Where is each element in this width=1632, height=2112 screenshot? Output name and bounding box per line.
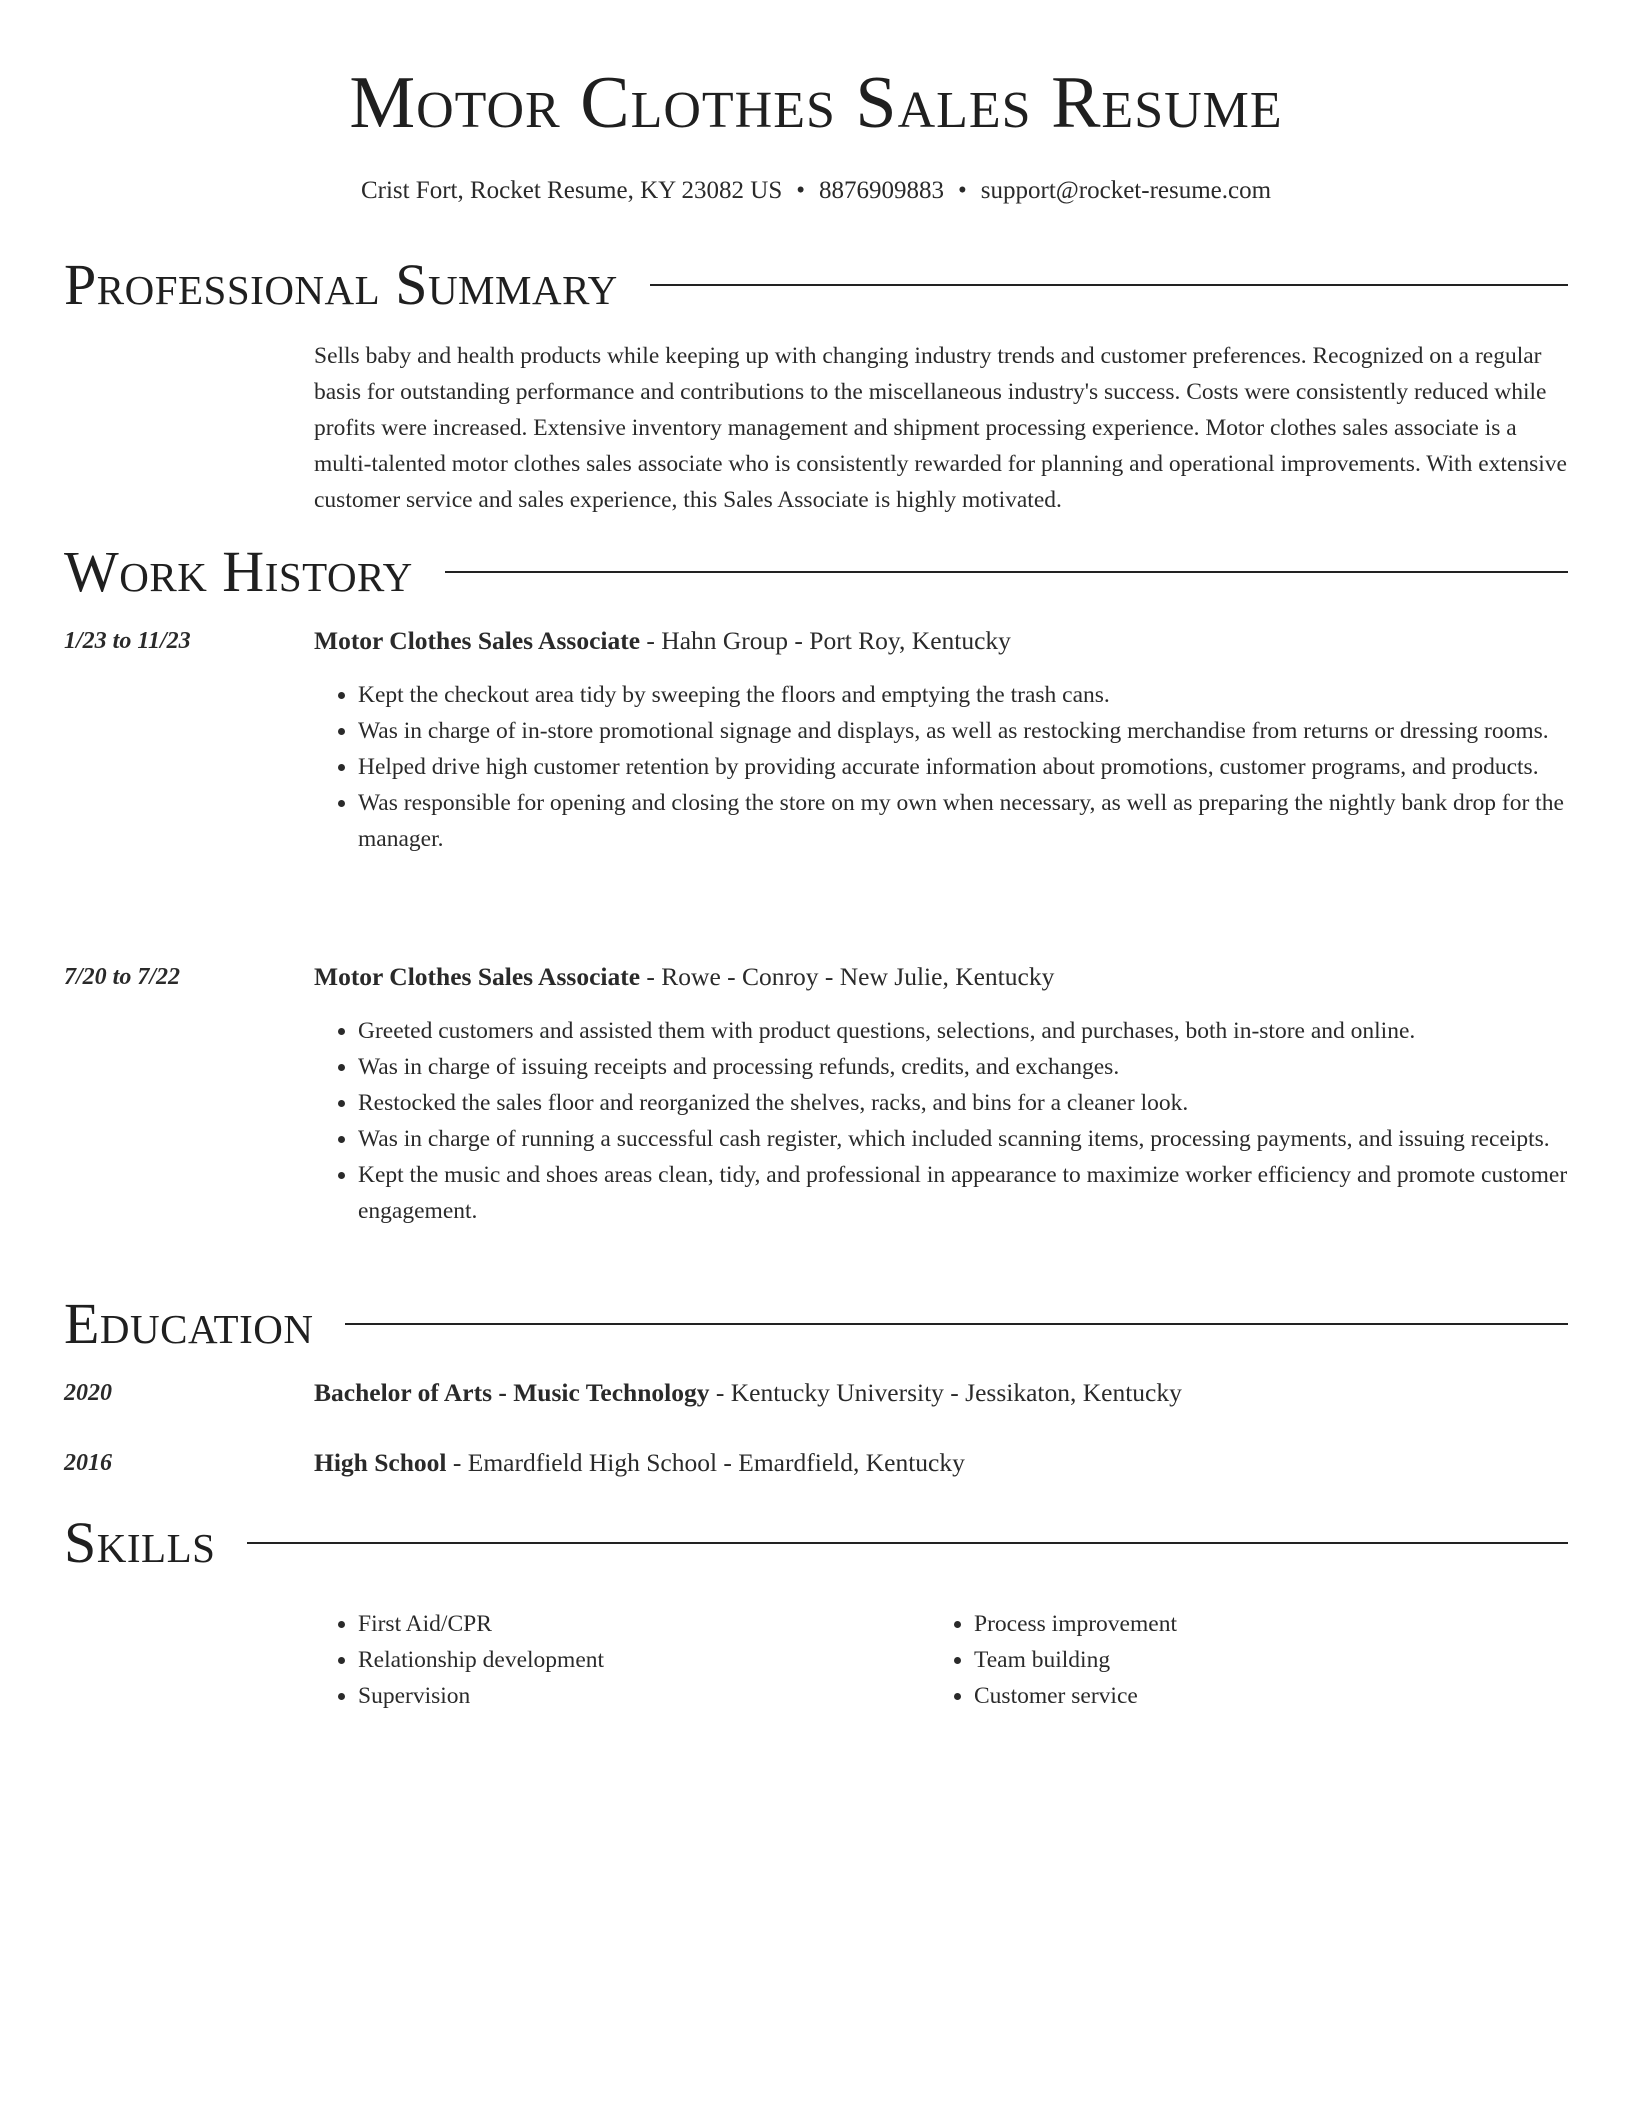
job-bullets — [314, 677, 1568, 857]
skill-item: • Supervision — [358, 1678, 918, 1714]
job-dates: 1/23 to 11/23 — [64, 628, 191, 654]
job-bullet: • Restocked the sales floor and reorganized the shelves, racks, and bins for a cleaner look. — [358, 1085, 1568, 1121]
section-divider — [445, 571, 1568, 573]
skill-item: • First Aid/CPR — [358, 1606, 918, 1642]
section-divider — [247, 1542, 1568, 1544]
contact-email: support@rocket-resume.com — [980, 177, 1272, 204]
work-heading: Work History — [64, 539, 413, 604]
skills-heading: Skills — [64, 1510, 216, 1575]
job-details: - Rowe - Conroy - New Julie, Kentucky — [640, 962, 1055, 991]
summary-heading: Professional Summary — [64, 252, 618, 317]
contact-separator: • — [796, 177, 805, 204]
education-details: - Kentucky University - Jessikaton, Kentucky — [709, 1378, 1182, 1407]
education-details: - Emardfield High School - Emardfield, Kentucky — [446, 1448, 965, 1477]
education-year: 2016 — [64, 1450, 112, 1476]
contact-line — [0, 174, 1632, 208]
resume-title: Motor Clothes Sales Resume — [349, 62, 1283, 144]
job-heading — [314, 959, 1568, 995]
contact-separator: • — [958, 177, 967, 204]
job-heading — [314, 623, 1568, 659]
job-title: Motor Clothes Sales Associate — [314, 962, 641, 991]
skills-section-header — [64, 1508, 1568, 1578]
summary-section-header — [64, 250, 1568, 320]
education-year: 2020 — [64, 1380, 112, 1406]
job-bullet: • Was in charge of running a successful cash register, which included scanning items, processing payments, and issuing receipts. — [358, 1121, 1568, 1157]
skill-item: • Team building — [974, 1642, 1534, 1678]
job-dates: 7/20 to 7/22 — [64, 964, 181, 990]
work-section-header — [64, 537, 1568, 607]
education-section-header — [64, 1289, 1568, 1359]
job-bullet: • Was in charge of in-store promotional signage and displays, as well as restocking merchandise from returns or dressing rooms. — [358, 713, 1568, 749]
job-bullet: • Kept the checkout area tidy by sweeping the floors and emptying the trash cans. — [358, 677, 1568, 713]
section-divider — [650, 284, 1568, 286]
contact-phone: 8876909883 — [819, 177, 944, 204]
job-bullet: • Kept the music and shoes areas clean, tidy, and professional in appearance to maximize worker efficiency and promote customer engagement. — [358, 1157, 1568, 1229]
skill-item: • Process improvement — [974, 1606, 1534, 1642]
job-bullet: • Helped drive high customer retention by providing accurate information about promotions, customer programs, and products. — [358, 749, 1568, 785]
education-heading-line — [314, 1445, 1568, 1481]
skill-item: • Customer service — [974, 1678, 1534, 1714]
contact-address: Crist Fort, Rocket Resume, KY 23082 US — [360, 177, 783, 204]
job-bullet: • Was in charge of issuing receipts and processing refunds, credits, and exchanges. — [358, 1049, 1568, 1085]
job-details: - Hahn Group - Port Roy, Kentucky — [640, 626, 1011, 655]
section-divider — [345, 1323, 1568, 1325]
education-degree: High School — [314, 1448, 447, 1477]
education-heading: Education — [64, 1291, 314, 1356]
education-heading-line — [314, 1375, 1568, 1411]
skills-column — [314, 1606, 918, 1714]
job-title: Motor Clothes Sales Associate — [314, 626, 641, 655]
summary-text: Sells baby and health products while keeping up with changing industry trends and customer preferences. Recognized on a regular basis for outstanding performance and contributions to the miscellaneous industry's success. Costs were consistently reduced while profits were increased. Extensive inventory management and shipment processing experience. Motor clothes sales associate is a multi-talented motor clothes sales associate who is consistently rewarded for planning and operational improvements. With extensive customer service and sales experience, this Sales Associate is highly motivated. — [314, 343, 1567, 513]
job-bullets — [314, 1013, 1568, 1229]
job-bullet: • Greeted customers and assisted them with product questions, selections, and purchases, both in-store and online. — [358, 1013, 1568, 1049]
skills-column — [930, 1606, 1534, 1714]
skill-item: • Relationship development — [358, 1642, 918, 1678]
job-bullet: • Was responsible for opening and closing the store on my own when necessary, as well as preparing the nightly bank drop for the manager. — [358, 785, 1568, 857]
education-degree: Bachelor of Arts - Music Technology — [314, 1378, 710, 1407]
